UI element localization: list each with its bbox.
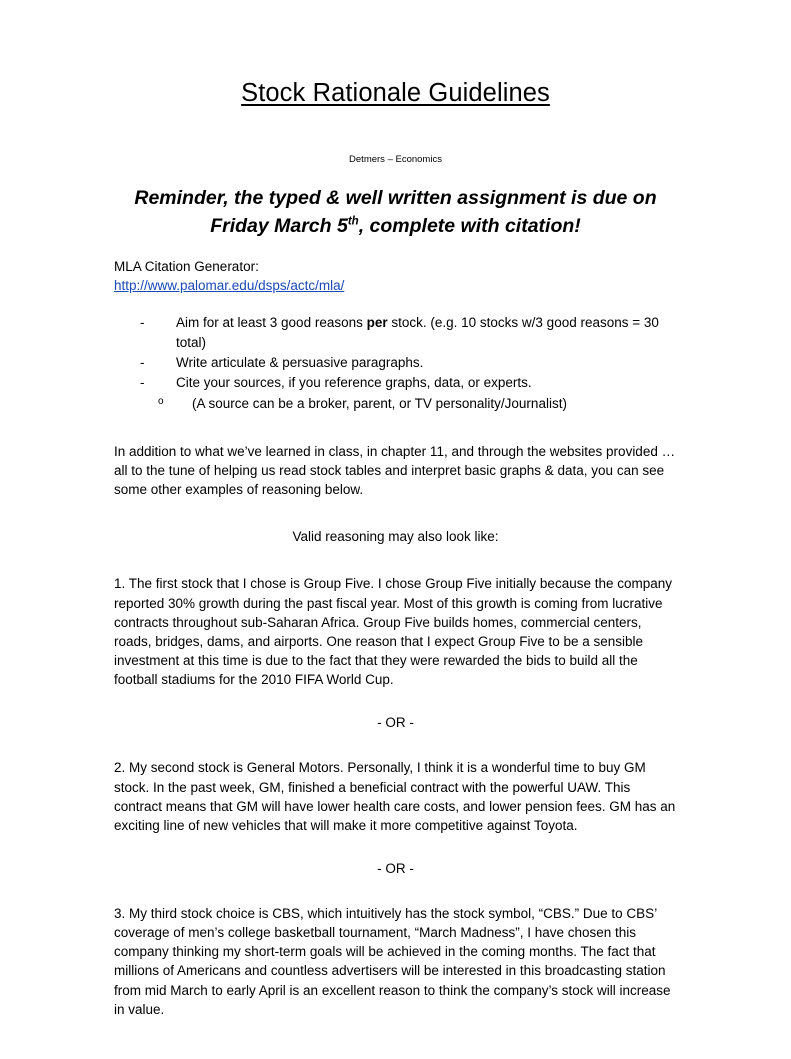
citation-generator-label: MLA Citation Generator: xyxy=(114,259,259,275)
example-paragraph-1: 1. The first stock that I chose is Group Five. I chose Group Five initially because the company reported 30% growth during the past fiscal year. Most of this growth is coming from lucrative contracts throughout sub-Saharan Africa. Group Five builds homes, commercial centers, roads, bridges, dams, and airports. One reason that I expect Group Five to be a sensible investment at this time is due to the fact that they were rewarded the bids to build all the football stadiums for the 2010 FIFA World Cup. xyxy=(114,576,673,688)
list-item xyxy=(140,373,677,393)
example-paragraph-2: 2. My second stock is General Motors. Personally, I think it is a wonderful time to buy GM stock. In the past week, GM, finished a beneficial contract with the powerful UAW. This contract means that GM will have lower health care costs, and lower pension fees. GM has an exciting line of new vehicles that will make it more competitive against Toyota. xyxy=(114,760,676,833)
circle-bullet-icon: o xyxy=(158,395,164,407)
bullet-text-bold: per xyxy=(366,314,388,330)
example-paragraph-3: 3. My third stock choice is CBS, which intuitively has the stock symbol, “CBS.” Due to CBS’ coverage of men’s college basketball tournament, “March Madness”, I have chosen this company thinking my short-term goals will be achieved in the coming months. The fact that millions of Americans and countless advertisers will be interested in this broadcasting station from mid March to early April is an excellent reason to think the company’s stock will increase in value. xyxy=(114,906,671,1017)
requirements-list xyxy=(114,313,677,394)
sub-bullet-text: (A source can be a broker, parent, or TV personality/Journalist) xyxy=(192,395,567,411)
reminder-text-part2: , complete with citation! xyxy=(358,214,581,237)
mla-citation-generator-link[interactable]: http://www.palomar.edu/dsps/actc/mla/ xyxy=(114,278,345,294)
intro-paragraph: In addition to what we’ve learned in class, in chapter 11, and through the websites provided … all to the tune of helping us read stock tables and interpret basic graphs & data, you can see some other examples of reasoning below. xyxy=(114,443,676,498)
list-item xyxy=(140,353,677,373)
page-title: Stock Rationale Guidelines xyxy=(241,79,550,107)
separator-1: - OR - xyxy=(377,715,414,731)
dash-bullet-icon: - xyxy=(140,355,145,371)
bullet-text-after: stock. (e.g. 10 stocks w/3 good reasons = 30 total) xyxy=(176,314,659,350)
dash-bullet-icon: - xyxy=(140,314,145,330)
reminder-text-part1: Reminder, the typed & well written assignment is due on Friday March 5 xyxy=(134,186,657,237)
list-item xyxy=(158,394,677,414)
dash-bullet-icon: - xyxy=(140,375,145,391)
byline: Detmers – Economics xyxy=(349,153,442,165)
separator-2: - OR - xyxy=(377,861,414,876)
bullet-text-before: Cite your sources, if you reference graphs, data, or experts. xyxy=(176,375,532,391)
valid-reasoning-heading: Valid reasoning may also look like: xyxy=(292,529,499,545)
reminder-heading xyxy=(114,185,677,240)
list-item xyxy=(140,313,677,354)
bullet-text-before: Write articulate & persuasive paragraphs. xyxy=(176,355,424,371)
citation-link-row xyxy=(114,276,677,295)
reminder-ordinal-suffix: th xyxy=(347,215,359,228)
bullet-text-before: Aim for at least 3 good reasons xyxy=(176,314,367,330)
source-sub-list xyxy=(114,394,677,414)
